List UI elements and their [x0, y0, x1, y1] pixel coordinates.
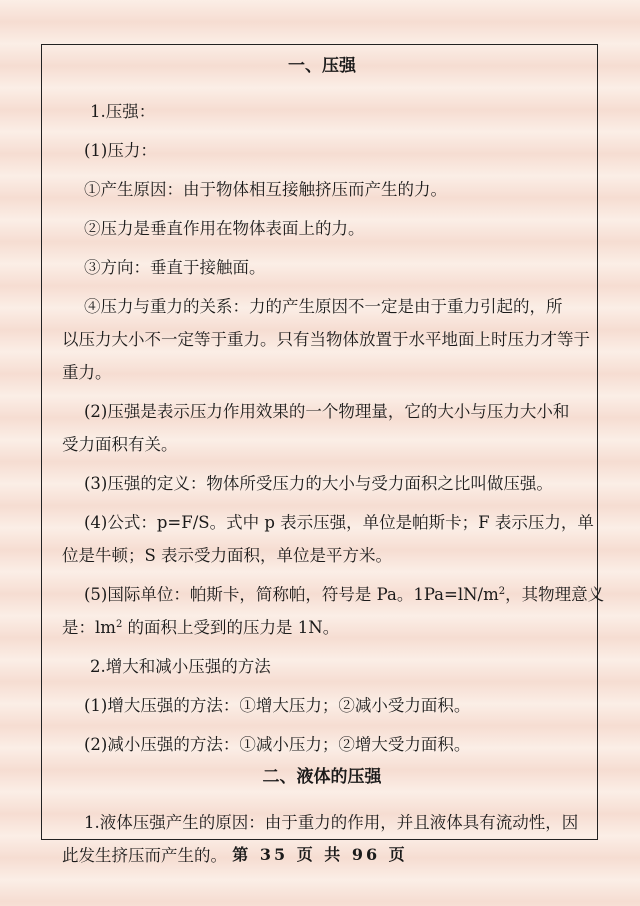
paragraph-continuation: 此发生挤压而产生的。 [62, 846, 227, 865]
superscript: 2 [115, 619, 123, 630]
paragraph-continuation: 位是牛顿；S 表示受力面积，单位是平方米。 [62, 546, 393, 565]
paragraph: ③方向：垂直于接触面。 [84, 258, 266, 277]
paragraph: 1.压强： [90, 102, 156, 121]
paragraph: ④压力与重力的关系：力的产生原因不一定是由于重力引起的，所 [84, 297, 563, 316]
paragraph-si-unit [62, 578, 605, 611]
paragraph-continuation: 受力面积有关。 [62, 435, 178, 454]
paragraph: 1.液体压强产生的原因：由于重力的作用，并且液体具有流动性，因 [84, 813, 579, 832]
section-title-liquid-pressure: 二、液体的压强 [262, 767, 382, 787]
paragraph: ①产生原因：由于物体相互接触挤压而产生的力。 [84, 180, 447, 199]
text-run: ，其物理意义 [505, 585, 605, 604]
paragraph-continuation: 重力。 [62, 363, 112, 382]
page-number: 第 35 页 共 96 页 [232, 845, 408, 864]
text-run: (5)国际单位：帕斯卡，简称帕，符号是 Pa。1Pa=lN/m [84, 585, 499, 604]
paragraph: (1)增大压强的方法：①增大压力；②减小受力面积。 [84, 696, 471, 715]
paragraph-continuation [62, 611, 602, 644]
paragraph: (4)公式：p=F/S。式中 p 表示压强，单位是帕斯卡；F 表示压力，单 [84, 513, 594, 532]
paragraph: (3)压强的定义：物体所受压力的大小与受力面积之比叫做压强。 [84, 474, 553, 493]
text-run: 的面积上受到的压力是 1N。 [122, 618, 340, 637]
document-body [62, 50, 605, 872]
text-run: 是：lm [62, 618, 116, 637]
section-title-pressure: 一、压强 [288, 56, 356, 76]
paragraph: (2)减小压强的方法：①减小压力；②增大受力面积。 [84, 735, 471, 754]
superscript: 2 [498, 586, 506, 597]
paragraph-continuation: 以压力大小不一定等于重力。只有当物体放置于水平地面上时压力才等于 [62, 330, 590, 349]
paragraph: (1)压力： [84, 141, 157, 160]
paragraph: 2.增大和减小压强的方法 [90, 657, 271, 676]
paragraph: (2)压强是表示压力作用效果的一个物理量，它的大小与压力大小和 [84, 402, 570, 421]
paragraph: ②压力是垂直作用在物体表面上的力。 [84, 219, 365, 238]
